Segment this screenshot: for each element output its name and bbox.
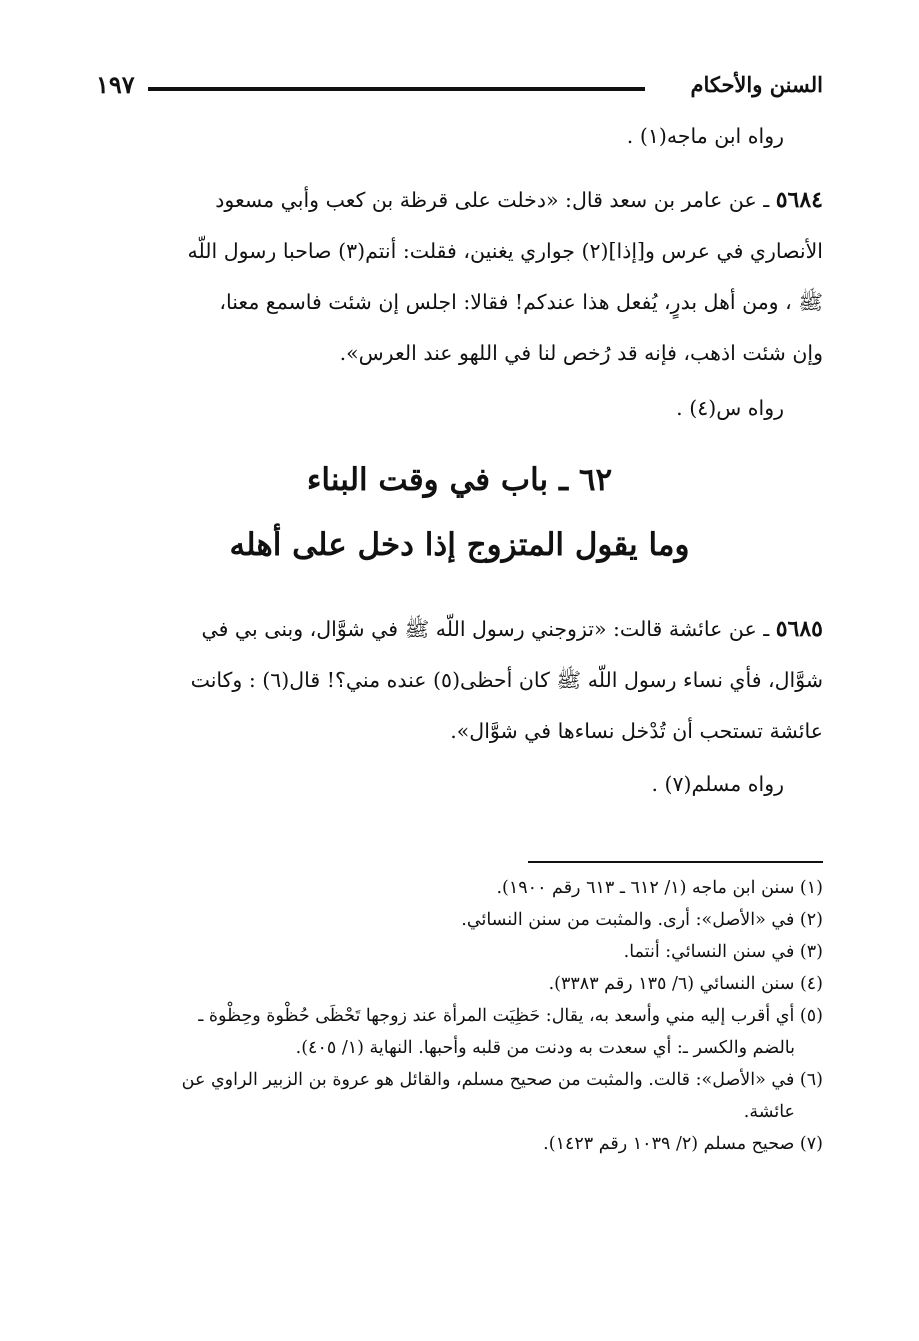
chapter-heading-line-1: ٦٢ ـ باب في وقت البناء (306, 462, 613, 498)
hadith-line-4: وإن شئت اذهب، فإنه قد رُخص لنا في اللهو عند العرس». (339, 341, 823, 365)
footnote-5: (٥) أي أقرب إليه مني وأسعد به، يقال: حَظِيَت المرأة عند زوجها تَحْظَى حُظْوة وحِظْوة ـ (198, 1006, 823, 1026)
footnote-6: (٦) في «الأصل»: قالت. والمثبت من صحيح مسلم، والقائل هو عروة بن الزبير الراوي عن (181, 1070, 823, 1090)
narration-muslim: رواه مسلم(٧) . (651, 772, 784, 796)
running-title: السنن والأحكام (690, 72, 823, 97)
footnote-separator (528, 861, 823, 863)
footnote-4: (٤) سنن النسائي (٦/ ١٣٥ رقم ٣٣٨٣). (548, 974, 823, 994)
hadith-line-2: شوَّال، فأي نساء رسول اللّه ﷺ كان أحظى(٥) عنده مني؟! قال(٦) : وكانت (190, 668, 823, 692)
hadith-line-2: الأنصاري في عرس و[إذا](٢) جواري يغنين، فقلت: أنتم(٣) صاحبا رسول اللّه (187, 239, 823, 263)
page-header (96, 70, 823, 110)
page-number: ١٩٧ (96, 70, 135, 99)
chapter-heading-line-2: وما يقول المتزوج إذا دخل على أهله (229, 527, 690, 563)
hadith-number: ٥٦٨٤ (775, 187, 823, 213)
footnote-5-continued: بالضم والكسر ـ: أي سعدت به ودنت من قلبه وأحبها. النهاية (١/ ٤٠٥). (295, 1038, 795, 1058)
footnotes (101, 872, 823, 1160)
hadith-number: ٥٦٨٥ (775, 616, 823, 642)
hadith-line-3: ﷺ ، ومن أهل بدرٍ، يُفعل هذا عندكم! فقالا: اجلس إن شئت فاسمع معنا، (219, 290, 823, 314)
footnote-7: (٧) صحيح مسلم (٢/ ١٠٣٩ رقم ١٤٢٣). (543, 1134, 823, 1154)
narration-nasai: رواه س(٤) . (676, 396, 784, 420)
footnote-1: (١) سنن ابن ماجه (١/ ٦١٢ ـ ٦١٣ رقم ١٩٠٠). (496, 878, 823, 898)
hadith-5684 (101, 175, 823, 379)
footnote-6-continued: عائشة. (743, 1102, 795, 1122)
hadith-line-3: عائشة تستحب أن تُدْخل نساءها في شوَّال». (450, 719, 823, 743)
narration-ibn-majah: رواه ابن ماجه(١) . (626, 124, 784, 148)
footnote-2: (٢) في «الأصل»: أرى. والمثبت من سنن النسائي. (461, 910, 823, 930)
footnote-3: (٣) في سنن النسائي: أنتما. (623, 942, 823, 962)
hadith-line-1: ٥٦٨٤ ـ عن عامر بن سعد قال: «دخلت على قرظة بن كعب وأبي مسعود (215, 187, 823, 213)
hadith-5685 (101, 604, 823, 757)
header-rule (148, 87, 645, 91)
hadith-line-1: ٥٦٨٥ ـ عن عائشة قالت: «تزوجني رسول اللّه ﷺ في شوَّال، وبنى بي في (201, 616, 823, 642)
